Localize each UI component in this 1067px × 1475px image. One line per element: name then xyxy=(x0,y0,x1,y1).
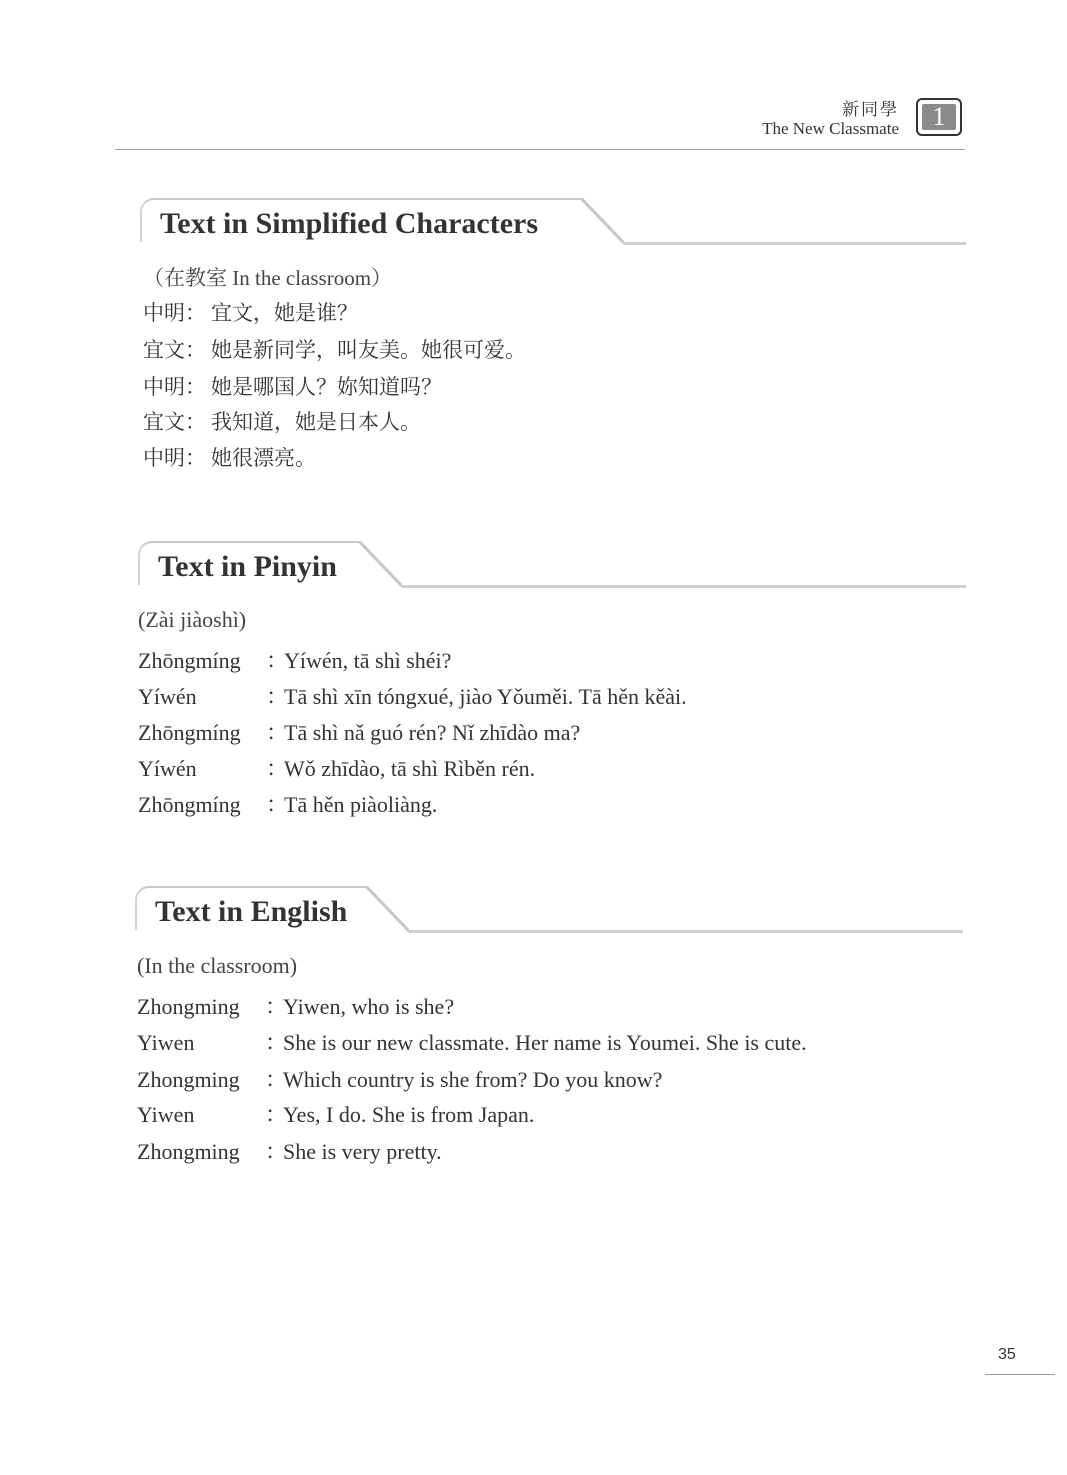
section-title: Text in Pinyin xyxy=(138,541,358,585)
colon: ： xyxy=(266,720,289,745)
speaker: Zhōngmíng xyxy=(138,720,241,745)
colon: ： xyxy=(265,1139,288,1164)
heading-rule xyxy=(409,930,963,933)
dialogue-line xyxy=(143,297,358,327)
page-number-rule xyxy=(985,1374,1055,1375)
line-text: Tā hěn piàoliàng. xyxy=(284,792,438,817)
line-text: 她是新同学，叫友美。她很可爱。 xyxy=(211,338,526,362)
dialogue-line xyxy=(143,406,421,436)
speaker: 宜文： xyxy=(143,338,206,362)
lesson-number: 1 xyxy=(922,104,956,130)
dialogue-line xyxy=(143,334,526,364)
line-text: Wǒ zhīdào, tā shì Rìběn rén. xyxy=(284,756,536,781)
heading-rule xyxy=(624,242,966,245)
line-text: Yes, I do. She is from Japan. xyxy=(283,1102,535,1127)
line-text: She is our new classmate. Her name is Youmei. She is cute. xyxy=(283,1030,807,1055)
dialogue-line xyxy=(137,1098,534,1129)
heading-tab-edge xyxy=(365,886,409,932)
dialogue-line xyxy=(137,1063,662,1094)
section-heading-pinyin xyxy=(138,541,966,589)
line-text: 她很漂亮。 xyxy=(211,446,316,470)
dialogue-line xyxy=(138,788,437,819)
setting-line: (In the classroom) xyxy=(137,953,298,978)
speaker: Zhongming xyxy=(137,1067,240,1092)
speaker: 中明： xyxy=(143,446,206,470)
colon: ： xyxy=(265,1030,288,1055)
dialogue-line xyxy=(143,371,442,401)
colon: ： xyxy=(266,756,289,781)
line-text: Which country is she from? Do you know? xyxy=(283,1067,663,1092)
speaker: Yíwén xyxy=(138,684,197,709)
dialogue-line xyxy=(138,716,580,747)
line-text: Yíwén, tā shì shéi? xyxy=(284,648,452,673)
heading-tab-edge xyxy=(358,541,402,587)
speaker: Yiwen xyxy=(137,1030,195,1055)
heading-rule xyxy=(402,585,966,588)
line-text: 她是哪国人？妳知道吗？ xyxy=(211,375,442,399)
line-text: Tā shì xīn tóngxué, jiào Yǒuměi. Tā hěn kěài. xyxy=(284,684,687,709)
section-title: Text in English xyxy=(135,886,365,930)
setting-line: (Zài jiàoshì) xyxy=(138,607,247,632)
colon: ： xyxy=(265,1102,288,1127)
line-text: Tā shì nǎ guó rén? Nǐ zhīdào ma? xyxy=(284,720,581,745)
colon: ： xyxy=(266,648,289,673)
lesson-title-english: The New Classmate xyxy=(762,119,899,138)
dialogue-line xyxy=(137,1026,807,1057)
section-heading-simplified xyxy=(140,198,966,246)
line-text: She is very pretty. xyxy=(283,1139,442,1164)
setting-line: （在教室 In the classroom） xyxy=(143,266,393,290)
dialogue-line xyxy=(138,680,687,711)
line-text: 我知道，她是日本人。 xyxy=(211,410,421,434)
speaker: 中明： xyxy=(143,301,206,325)
page-number: 35 xyxy=(998,1346,1016,1363)
section-heading-english xyxy=(135,886,963,934)
dialogue-line xyxy=(137,1135,442,1166)
speaker: Zhongming xyxy=(137,994,240,1019)
speaker: 中明： xyxy=(143,375,206,399)
lesson-title-chinese: 新同學 xyxy=(842,100,899,119)
colon: ： xyxy=(266,684,289,709)
colon: ： xyxy=(266,792,289,817)
line-text: Yiwen, who is she? xyxy=(283,994,455,1019)
dialogue-line xyxy=(137,990,454,1021)
speaker: Zhongming xyxy=(137,1139,240,1164)
dialogue-line xyxy=(138,752,535,783)
heading-tab-edge xyxy=(580,198,624,244)
speaker: Zhōngmíng xyxy=(138,792,241,817)
colon: ： xyxy=(265,1067,288,1092)
header-divider xyxy=(115,149,965,150)
speaker: Yiwen xyxy=(137,1102,195,1127)
section-title: Text in Simplified Characters xyxy=(140,198,580,242)
speaker: Zhōngmíng xyxy=(138,648,241,673)
speaker: Yíwén xyxy=(138,756,197,781)
lesson-number-badge xyxy=(916,98,962,136)
speaker: 宜文： xyxy=(143,410,206,434)
dialogue-line xyxy=(143,442,316,472)
line-text: 宜文，她是谁？ xyxy=(211,301,358,325)
colon: ： xyxy=(265,994,288,1019)
dialogue-line xyxy=(138,644,451,675)
